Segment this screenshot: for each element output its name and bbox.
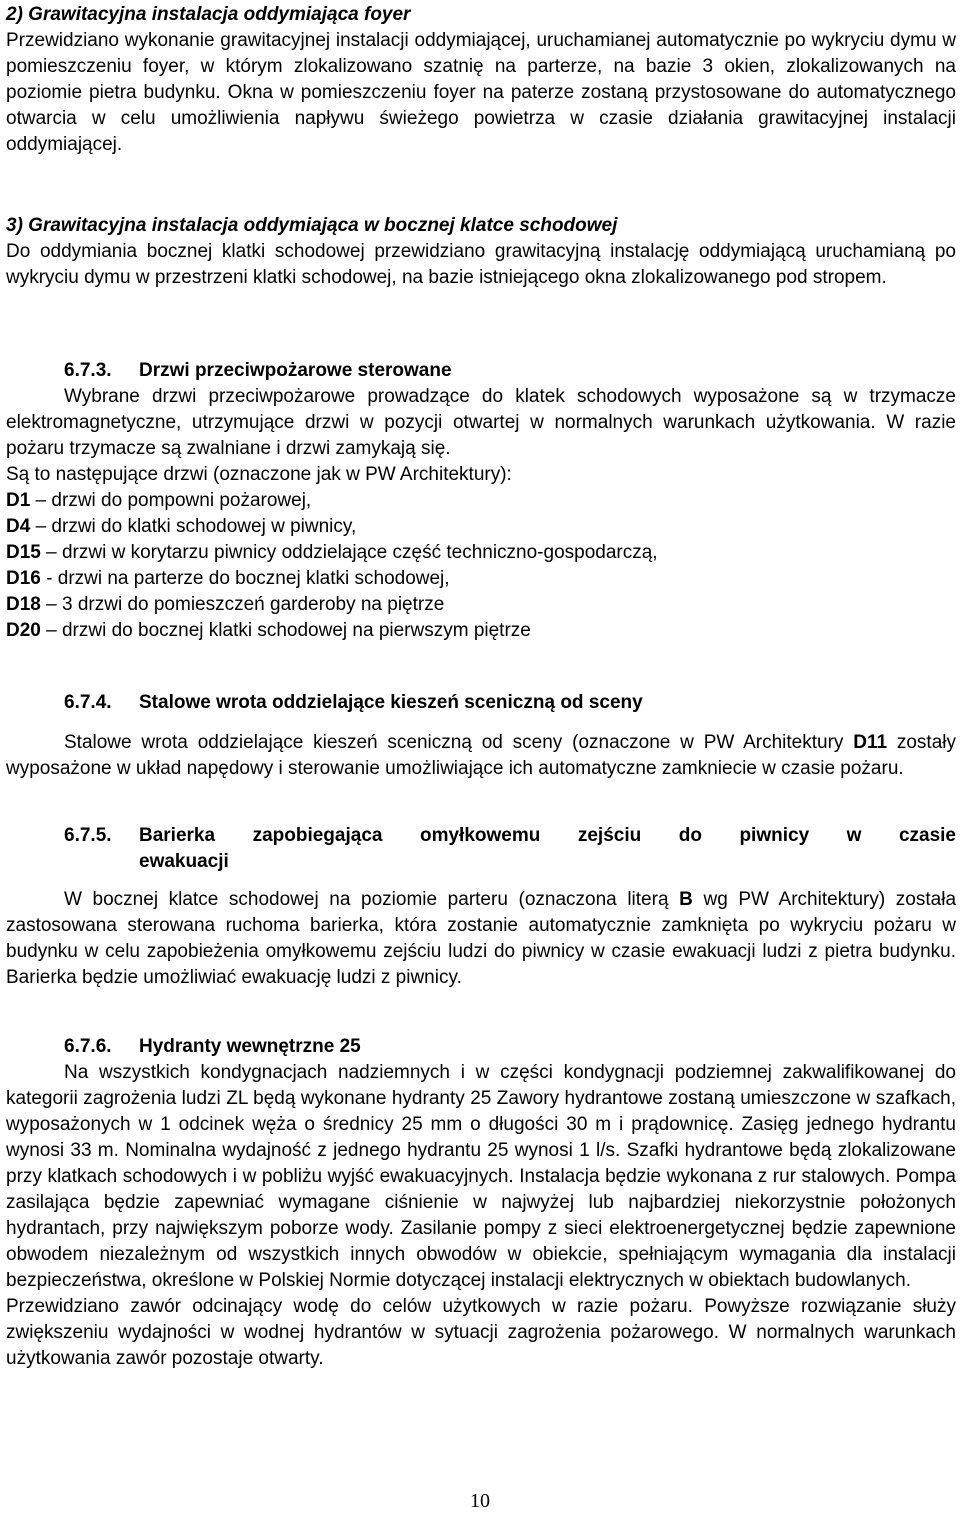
section-676-body (6, 1060, 956, 1372)
door-description: drzwi do pompowni pożarowej, (51, 490, 312, 511)
section-674-paragraph (6, 730, 956, 782)
list-item (6, 618, 956, 644)
section-674-body (6, 730, 956, 782)
marker-code: B (679, 889, 693, 910)
section-673-heading (64, 358, 452, 384)
section-title: Drzwi przeciwpożarowe sterowane (139, 360, 452, 381)
door-separator: - (40, 568, 58, 589)
door-separator: – (30, 490, 52, 511)
section-676-heading (64, 1034, 361, 1060)
list-item (6, 514, 956, 540)
section-673-body (6, 384, 956, 644)
door-separator: – (40, 542, 62, 563)
list-item (6, 566, 956, 592)
list-item (6, 488, 956, 514)
doors-intro: Są to następujące drzwi (oznaczone jak w PW Architektury): (6, 464, 512, 485)
section-675-heading (64, 823, 956, 875)
door-description: drzwi w korytarzu piwnicy oddzielające część techniczno-gospodarczą, (61, 542, 658, 563)
section-2-heading: 2) Grawitacyjna instalacja oddymiająca foyer (6, 4, 411, 25)
list-item (6, 592, 956, 618)
door-separator: – (30, 516, 52, 537)
section-title: Barierka zapobiegająca omyłkowemu zejściu do piwnicy w czasie (139, 825, 956, 846)
door-code: D11 (853, 732, 888, 753)
door-separator: – (40, 620, 62, 641)
section-676-paragraph-2: Przewidziano zawór odcinający wodę do celów użytkowych w razie pożaru. Powyższe rozwiązanie służy zwiększeniu wydajności w wodnej hydrantów w sytuacji zagrożenia pożarowego. W normalnych warunkach użytkowania zawór pozostaje otwarty. (6, 1296, 956, 1369)
section-3-heading: 3) Grawitacyjna instalacja oddymiająca w bocznej klatce schodowej (6, 215, 618, 236)
paragraph-text: zostały wyposażone w układ napędowy i sterowanie umożliwiające ich automatyczne zamkniecie w czasie pożaru. (6, 732, 957, 779)
section-3-body: Do oddymiania bocznej klatki schodowej przewidziano grawitacyjną instalację oddymiającą uruchamianą po wykryciu dymu w przestrzeni klatki schodowej, na bazie istniejącego okna zlokalizowanego pod stropem. (6, 241, 956, 288)
door-description: drzwi na parterze do bocznej klatki schodowej, (57, 568, 450, 589)
section-number: 6.7.6. (64, 1036, 112, 1057)
section-2 (6, 2, 956, 158)
door-description: 3 drzwi do pomieszczeń garderoby na piętrze (61, 594, 445, 615)
section-675-paragraph (6, 887, 956, 991)
door-description: drzwi do klatki schodowej w piwnicy, (51, 516, 357, 537)
section-title-continued: ewakuacji (139, 851, 229, 872)
section-title: Hydranty wewnętrzne 25 (139, 1036, 361, 1057)
section-673-paragraph: Wybrane drzwi przeciwpożarowe prowadzące do klatek schodowych wyposażone są w trzymacze elektromagnetyczne, utrzymujące drzwi w pozycji otwartej w normalnych warunkach użytkowania. W razie pożaru trzymacze są zwalniane i drzwi zamykają się. (6, 386, 956, 459)
section-number: 6.7.5. (64, 825, 112, 846)
doors-list (6, 488, 956, 644)
section-title: Stalowe wrota oddzielające kieszeń sceniczną od sceny (139, 692, 643, 713)
door-code: D20 (6, 620, 41, 641)
section-676-paragraph: Na wszystkich kondygnacjach nadziemnych i w części kondygnacji podziemnej zakwalifikowanej do kategorii zagrożenia ludzi ZL będą wykonane hydranty 25 Zawory hydrantowe zostaną umieszczone w szafkach, wyposażonych w 1 odcinek węża o średnicy 25 mm o długości 30 m i prądownicę. Zasięg jednego hydrantu wynosi 33 m. Nominalna wydajność z jednego hydrantu 25 wynosi 1 l/s. Szafki hydrantowe będą zlokalizowane przy klatkach schodowych i w pobliżu wyjść ewakuacyjnych. Instalacja będzie wykonana z rur stalowych. Pompa zasilająca będzie zapewniać wymagane ciśnienie w najwyżej lub najbardziej niekorzystnie położonych hydrantach, przy największym poborze wody. Zasilanie pompy z sieci elektroenergetycznej będzie zapewnione obwodem niezależnym od wszystkich innych obwodów w obiekcie, spełniającym wymagania dla instalacji bezpieczeństwa, określone w Polskiej Normie dotyczącej instalacji elektrycznych w obiektach budowlanych. (6, 1062, 956, 1291)
door-code: D18 (6, 594, 41, 615)
section-number: 6.7.3. (64, 360, 112, 381)
section-2-body: Przewidziano wykonanie grawitacyjnej instalacji oddymiającej, uruchamianej automatycznie po wykryciu dymu w pomieszczeniu foyer, w którym zlokalizowano szatnię na parterze, na bazie 3 okien, zlokalizowanych na poziomie pietra budynku. Okna w pomieszczeniu foyer na paterze zostaną przystosowane do automatycznego otwarcia w celu umożliwienia napływu świeżego powietrza w czasie działania grawitacyjnej instalacji oddymiającej. (6, 30, 956, 155)
door-description: drzwi do bocznej klatki schodowej na pierwszym piętrze (61, 620, 531, 641)
door-code: D15 (6, 542, 41, 563)
door-separator: – (40, 594, 62, 615)
door-code: D4 (6, 516, 31, 537)
page-number: 10 (470, 1490, 490, 1512)
section-3 (6, 213, 956, 291)
section-675-body (6, 887, 956, 991)
paragraph-text: wg PW Architektury) została zastosowana sterowana ruchoma barierka, która zostanie automatycznie zamknięta po wykryciu pożaru w budynku w celu zapobieżenia omyłkowemu zejściu ludzi do piwnicy w czasie ewakuacji ludzi z pietra budynku. Barierka będzie umożliwiać ewakuację ludzi z piwnicy. (6, 889, 957, 988)
door-code: D1 (6, 490, 31, 511)
door-code: D16 (6, 568, 41, 589)
paragraph-text: Stalowe wrota oddzielające kieszeń sceniczną od sceny (oznaczone w PW Architektury (64, 732, 854, 753)
section-number: 6.7.4. (64, 692, 112, 713)
paragraph-text: W bocznej klatce schodowej na poziomie parteru (oznaczona literą (64, 889, 680, 910)
section-674-heading (64, 690, 643, 716)
list-item (6, 540, 956, 566)
